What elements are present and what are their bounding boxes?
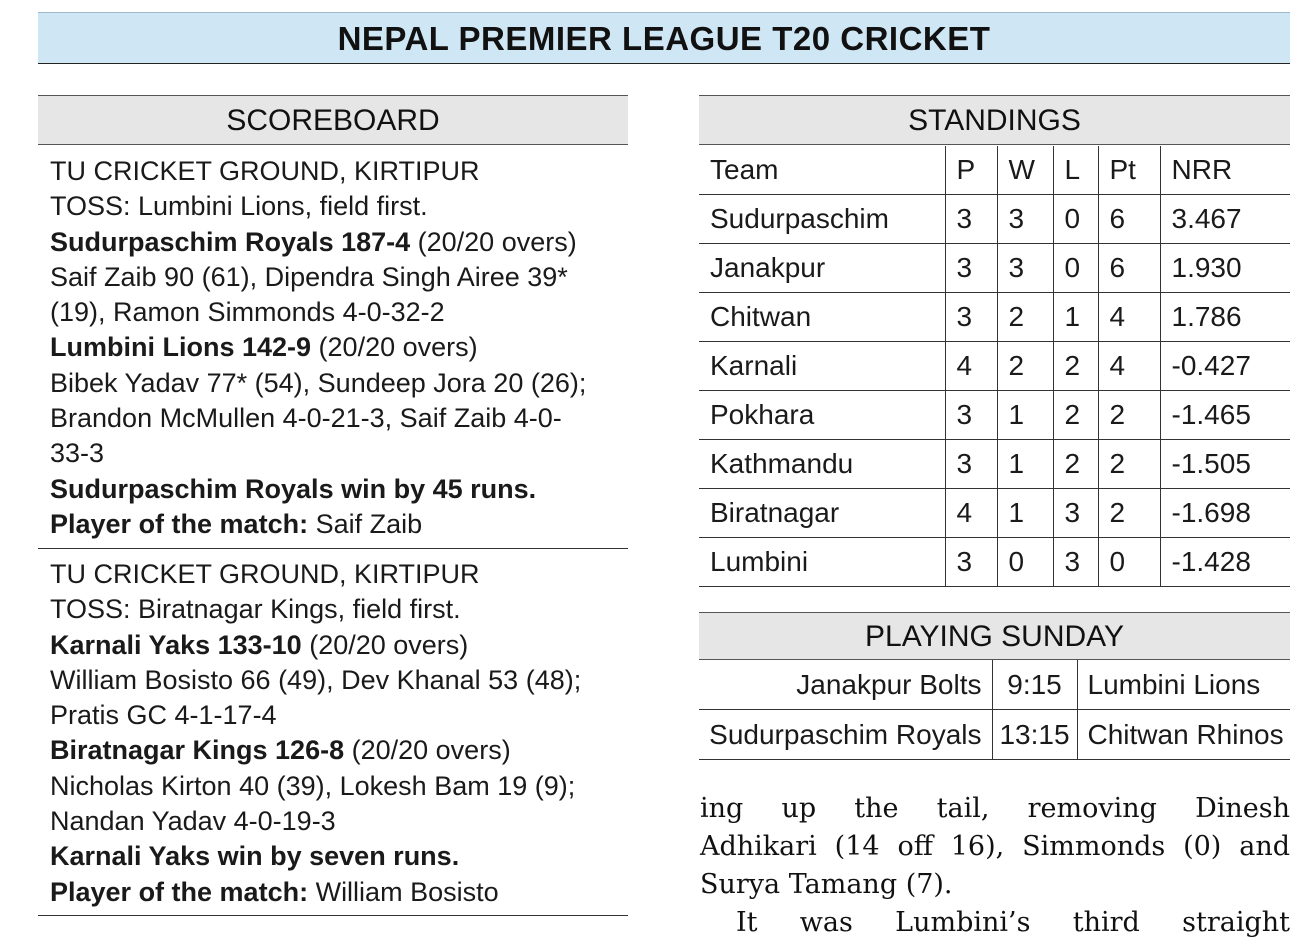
cell-team: Karnali <box>699 342 945 391</box>
cell-team: Pokhara <box>699 391 945 440</box>
cell-lost: 0 <box>1053 244 1098 293</box>
venue: TU CRICKET GROUND, KIRTIPUR <box>50 156 480 186</box>
fixture-away-team: Chitwan Rhinos <box>1077 710 1290 760</box>
cell-points: 2 <box>1098 489 1160 538</box>
fixtures-table <box>699 660 1290 760</box>
cell-lost: 0 <box>1053 195 1098 244</box>
cell-lost: 1 <box>1053 293 1098 342</box>
match-divider <box>38 548 628 549</box>
column-header-team: Team <box>699 146 945 195</box>
cell-points: 4 <box>1098 293 1160 342</box>
innings-detail: Pratis GC 4-1-17-4 <box>50 700 277 731</box>
cell-nrr: 1.786 <box>1160 293 1290 342</box>
cell-points: 6 <box>1098 195 1160 244</box>
innings-team-score: Lumbini Lions 142-9 <box>50 332 312 363</box>
cell-played: 4 <box>945 489 997 538</box>
potm-label: Player of the match: <box>50 508 309 539</box>
cell-won: 3 <box>997 195 1053 244</box>
table-row <box>699 538 1290 587</box>
innings-detail: 33-3 <box>50 438 105 469</box>
cell-won: 1 <box>997 489 1053 538</box>
cell-played: 3 <box>945 391 997 440</box>
match-result: Karnali Yaks win by seven runs. <box>50 841 460 872</box>
match-summary-2 <box>50 557 630 910</box>
standings-header-row <box>699 146 1290 195</box>
cell-nrr: -0.427 <box>1160 342 1290 391</box>
cell-team: Kathmandu <box>699 440 945 489</box>
cell-played: 3 <box>945 440 997 489</box>
player-of-match <box>50 875 630 910</box>
potm-name: Saif Zaib <box>308 508 423 539</box>
column-header-won: W <box>997 146 1053 195</box>
cell-points: 0 <box>1098 538 1160 587</box>
article-line: It was Lumbini’s third straight <box>736 907 1290 938</box>
scoreboard-bottom-rule <box>38 915 628 916</box>
cell-played: 3 <box>945 244 997 293</box>
standings-header <box>699 95 1290 145</box>
innings-team-score: Karnali Yaks 133-10 <box>50 629 302 660</box>
column-header-nrr: NRR <box>1160 146 1290 195</box>
cell-won: 2 <box>997 293 1053 342</box>
cell-played: 3 <box>945 195 997 244</box>
cell-played: 4 <box>945 342 997 391</box>
innings-detail: (19), Ramon Simmonds 4-0-32-2 <box>50 297 445 328</box>
cell-points: 2 <box>1098 391 1160 440</box>
cell-team: Sudurpaschim <box>699 195 945 244</box>
playing-sunday-title: PLAYING SUNDAY <box>865 620 1124 653</box>
innings-team-score: Biratnagar Kings 126-8 <box>50 735 345 766</box>
scoreboard-title: SCOREBOARD <box>226 104 440 137</box>
article-body <box>700 790 1290 942</box>
potm-label: Player of the match: <box>50 876 309 907</box>
innings-1-score <box>50 628 630 663</box>
innings-overs: (20/20 overs) <box>410 226 577 257</box>
innings-1-score <box>50 225 630 260</box>
cell-points: 6 <box>1098 244 1160 293</box>
column-header-points: Pt <box>1098 146 1160 195</box>
innings-detail: Saif Zaib 90 (61), Dipendra Singh Airee 39* <box>50 261 568 292</box>
cell-team: Chitwan <box>699 293 945 342</box>
fixture-time: 9:15 <box>992 660 1077 710</box>
innings-detail: Nicholas Kirton 40 (39), Lokesh Bam 19 (9); <box>50 770 576 801</box>
cell-team: Biratnagar <box>699 489 945 538</box>
banner <box>38 12 1290 64</box>
cell-lost: 2 <box>1053 440 1098 489</box>
cell-nrr: 3.467 <box>1160 195 1290 244</box>
toss: TOSS: Biratnagar Kings, field first. <box>50 594 461 625</box>
match-result: Sudurpaschim Royals win by 45 runs. <box>50 473 537 504</box>
innings-overs: (20/20 overs) <box>344 735 511 766</box>
player-of-match <box>50 507 630 542</box>
cell-won: 1 <box>997 391 1053 440</box>
article-line: Adhikari (14 off 16), Simmonds (0) and <box>700 831 1290 862</box>
column-header-played: P <box>945 146 997 195</box>
article-line: ing up the tail, removing Dinesh <box>700 793 1290 824</box>
cell-won: 2 <box>997 342 1053 391</box>
standings-title: STANDINGS <box>908 104 1081 137</box>
match-summary-1 <box>50 154 630 542</box>
cell-won: 1 <box>997 440 1053 489</box>
fixture-row <box>699 660 1290 710</box>
column-header-lost: L <box>1053 146 1098 195</box>
innings-detail: Brandon McMullen 4-0-21-3, Saif Zaib 4-0- <box>50 403 562 434</box>
cell-won: 0 <box>997 538 1053 587</box>
cell-nrr: 1.930 <box>1160 244 1290 293</box>
standings-table <box>699 146 1290 587</box>
cell-lost: 3 <box>1053 489 1098 538</box>
table-row <box>699 342 1290 391</box>
innings-detail: Nandan Yadav 4-0-19-3 <box>50 806 336 837</box>
page-title: NEPAL PREMIER LEAGUE T20 CRICKET <box>337 20 991 57</box>
fixture-row <box>699 710 1290 760</box>
scoreboard-header <box>38 95 628 145</box>
cell-lost: 2 <box>1053 342 1098 391</box>
cell-nrr: -1.698 <box>1160 489 1290 538</box>
innings-detail: William Bosisto 66 (49), Dev Khanal 53 (48); <box>50 664 582 695</box>
cell-team: Janakpur <box>699 244 945 293</box>
table-row <box>699 293 1290 342</box>
innings-overs: (20/20 overs) <box>311 332 478 363</box>
cell-nrr: -1.465 <box>1160 391 1290 440</box>
table-row <box>699 391 1290 440</box>
cell-lost: 2 <box>1053 391 1098 440</box>
innings-2-score <box>50 330 630 365</box>
innings-2-score <box>50 733 630 768</box>
innings-overs: (20/20 overs) <box>301 629 469 660</box>
table-row <box>699 244 1290 293</box>
cell-won: 3 <box>997 244 1053 293</box>
innings-detail: Bibek Yadav 77* (54), Sundeep Jora 20 (26); <box>50 367 587 398</box>
playing-sunday-header <box>699 612 1290 660</box>
toss: TOSS: Lumbini Lions, field first. <box>50 191 428 222</box>
fixture-home-team: Janakpur Bolts <box>699 660 992 710</box>
table-row <box>699 489 1290 538</box>
cell-played: 3 <box>945 538 997 587</box>
table-row <box>699 195 1290 244</box>
cell-team: Lumbini <box>699 538 945 587</box>
cell-nrr: -1.505 <box>1160 440 1290 489</box>
venue: TU CRICKET GROUND, KIRTIPUR <box>50 559 480 589</box>
cell-played: 3 <box>945 293 997 342</box>
cell-points: 2 <box>1098 440 1160 489</box>
potm-name: William Bosisto <box>308 876 499 907</box>
fixture-time: 13:15 <box>992 710 1077 760</box>
cell-nrr: -1.428 <box>1160 538 1290 587</box>
fixture-away-team: Lumbini Lions <box>1077 660 1290 710</box>
cell-points: 4 <box>1098 342 1160 391</box>
fixture-home-team: Sudurpaschim Royals <box>699 710 992 760</box>
innings-team-score: Sudurpaschim Royals 187-4 <box>50 226 411 257</box>
table-row <box>699 440 1290 489</box>
cell-lost: 3 <box>1053 538 1098 587</box>
article-line: Surya Tamang (7). <box>700 869 953 900</box>
